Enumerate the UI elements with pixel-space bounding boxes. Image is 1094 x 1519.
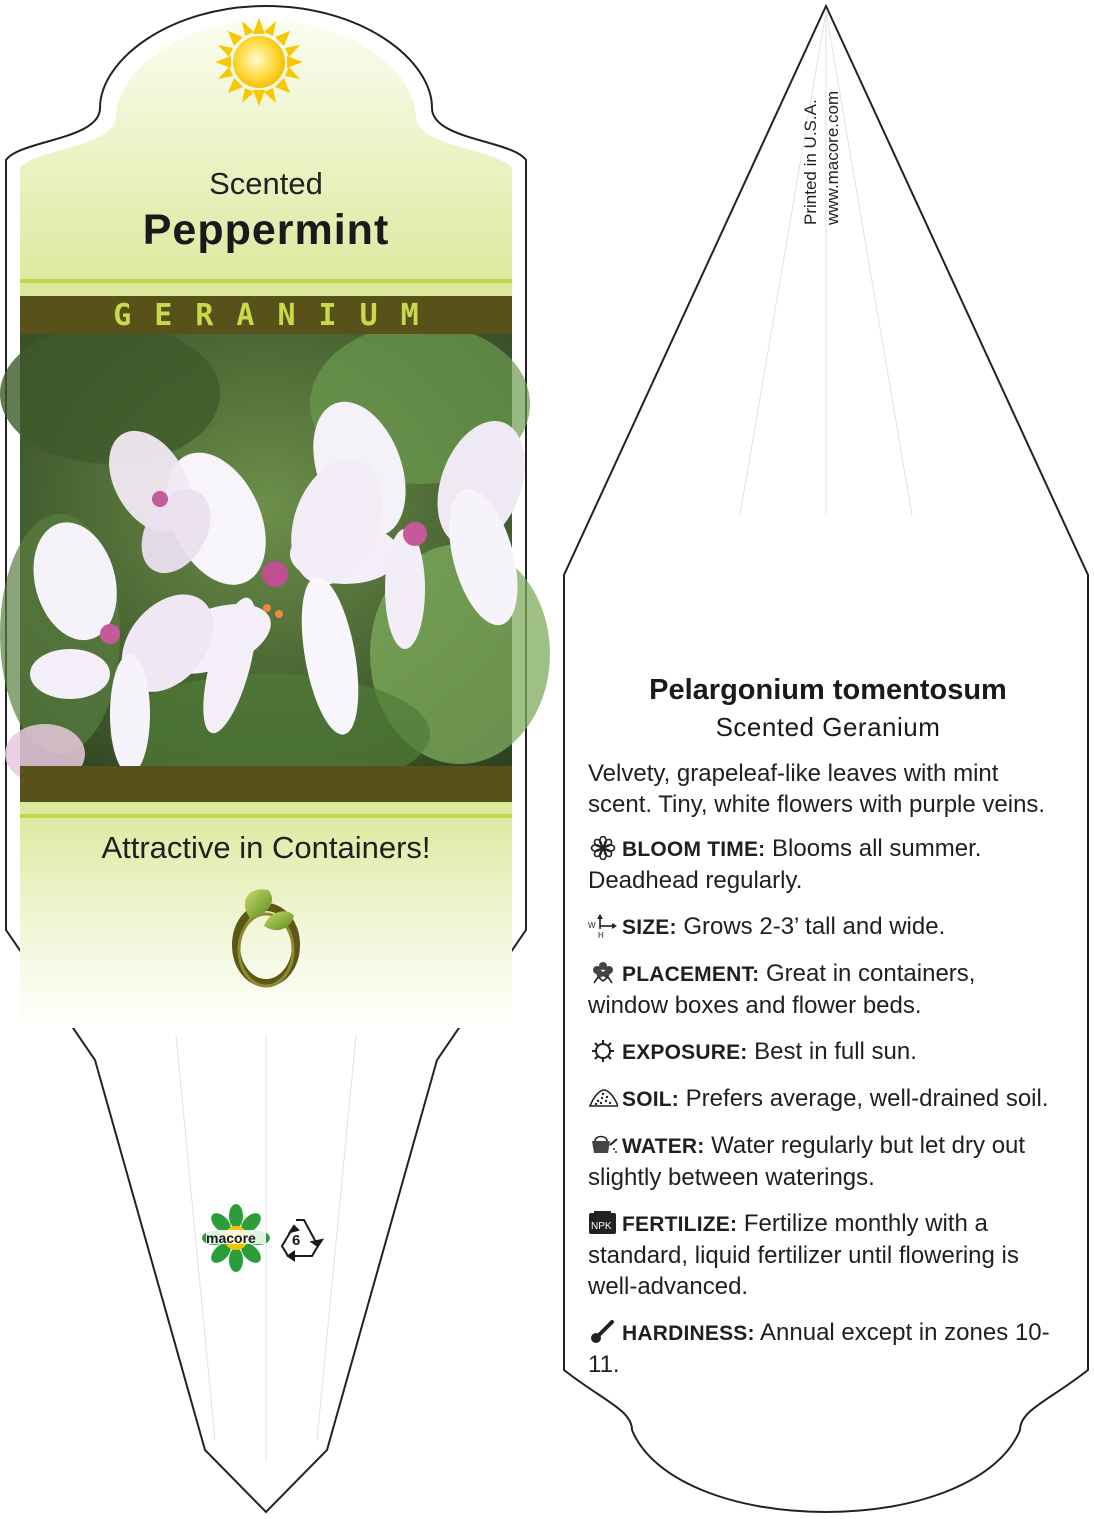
plant-title: Peppermint xyxy=(142,206,390,254)
care-text: Prefers average, well-drained soil. xyxy=(685,1085,1049,1112)
botanical-name: Pelargonium tomentosum xyxy=(649,674,1007,706)
plant-subtitle: Scented xyxy=(209,166,323,201)
size-w-letter: W xyxy=(588,921,596,930)
care-label: HARDINESS: xyxy=(622,1322,755,1345)
care-label: FERTILIZE: xyxy=(622,1213,738,1236)
geranium-band-label: GERANIUM xyxy=(113,298,442,333)
size-h-letter: H xyxy=(598,931,604,938)
care-label: SOIL: xyxy=(622,1088,679,1111)
care-text: Grows 2-3’ tall and wide. xyxy=(683,913,946,940)
care-fertilize xyxy=(588,1208,1058,1302)
thermometer-icon xyxy=(588,1320,618,1344)
tagline: Attractive in Containers! xyxy=(101,830,431,865)
recycle-code: 6 xyxy=(292,1232,301,1249)
care-label: WATER: xyxy=(622,1135,705,1158)
sun-icon xyxy=(215,18,303,106)
care-label: BLOOM TIME: xyxy=(622,838,766,861)
care-text: Great in containers, window boxes and flower beds. xyxy=(588,960,976,1019)
care-placement xyxy=(588,958,1058,1021)
care-text: Fertilize monthly with a standard, liquid fertilizer until flowering is well-advanced. xyxy=(588,1210,1019,1300)
care-text: Annual except in zones 10-11. xyxy=(588,1319,1050,1378)
placement-icon xyxy=(588,961,618,985)
printed-line: Printed in U.S.A. xyxy=(801,99,820,225)
lower-band xyxy=(20,766,512,802)
care-exposure xyxy=(588,1036,1058,1068)
care-hardiness xyxy=(588,1317,1058,1380)
care-text: Best in full sun. xyxy=(754,1038,917,1065)
geranium-photo xyxy=(0,324,550,794)
flower-icon xyxy=(588,836,618,860)
care-label: EXPOSURE: xyxy=(622,1041,748,1064)
care-label: SIZE: xyxy=(622,916,677,939)
npk-icon xyxy=(588,1211,618,1235)
care-size xyxy=(588,911,1058,943)
website-link[interactable]: www.macore.com xyxy=(823,90,842,225)
brand-name: macore xyxy=(206,1230,256,1246)
printed-in-usa xyxy=(800,91,844,225)
care-water xyxy=(588,1130,1058,1193)
npk-letters: NPK xyxy=(591,1221,612,1232)
plant-description: Velvety, grapeleaf-like leaves with mint scent. Tiny, white flowers with purple veins. xyxy=(588,760,1046,818)
common-name: Scented Geranium xyxy=(715,712,941,742)
watering-can-icon xyxy=(588,1133,618,1157)
care-label: PLACEMENT: xyxy=(622,963,760,986)
care-soil xyxy=(588,1083,1058,1115)
care-info xyxy=(588,758,1058,1395)
care-text: Blooms all summer. Deadhead regularly. xyxy=(588,835,982,894)
sun-exposure-icon xyxy=(588,1039,618,1063)
care-text: Water regularly but let dry out slightly between waterings. xyxy=(588,1132,1026,1191)
size-icon xyxy=(588,914,618,938)
soil-icon xyxy=(588,1086,618,1110)
care-bloom-time xyxy=(588,833,1058,896)
